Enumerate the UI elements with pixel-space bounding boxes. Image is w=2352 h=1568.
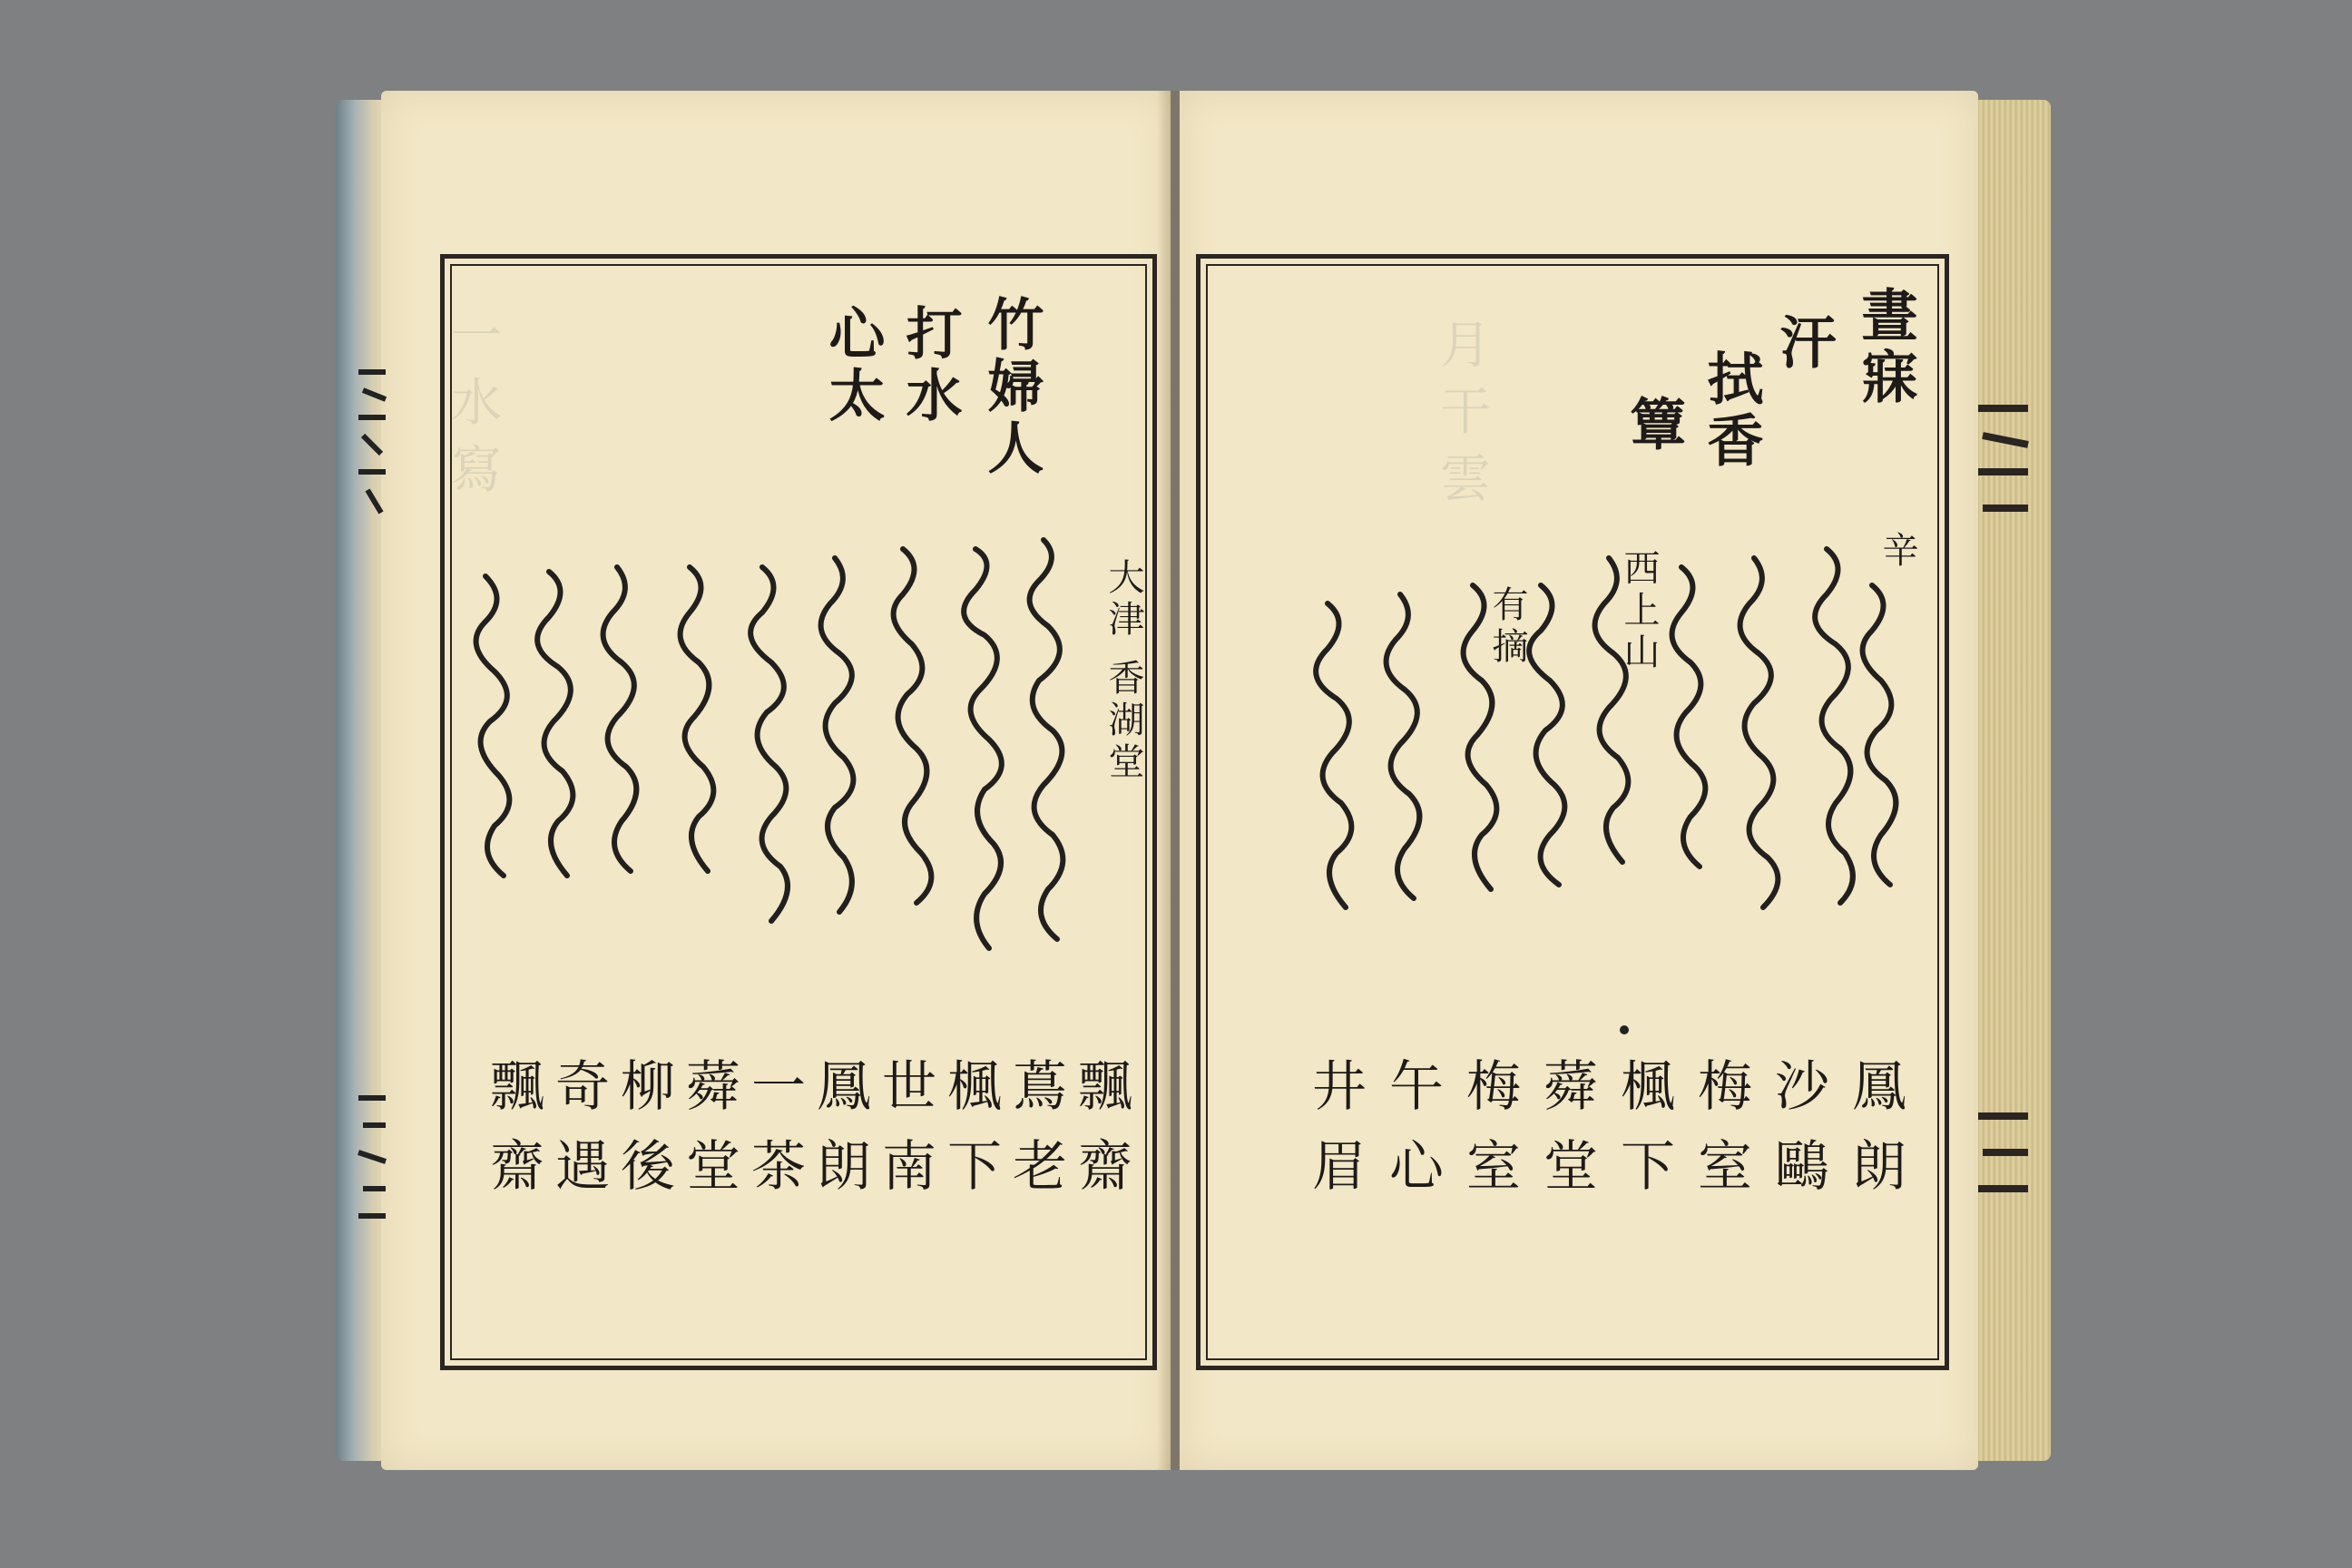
- poet-name: 蔦老: [1004, 1057, 1067, 1217]
- poet-name: 梅室: [1689, 1057, 1752, 1217]
- book-page-edges-right: [1978, 100, 2051, 1461]
- poet-name: 蕣堂: [677, 1057, 740, 1217]
- poem-header: 西上山: [1618, 549, 1660, 674]
- poem-header: 大津 香湖堂: [1102, 558, 1144, 784]
- left-page: [381, 91, 1171, 1470]
- season-word-title: 打水: [897, 304, 963, 427]
- poet-name: 一茶: [742, 1057, 806, 1217]
- poem-header: 辛: [1877, 531, 1918, 573]
- poet-name: 奇遇: [546, 1057, 610, 1217]
- poet-name: 鳳朗: [808, 1057, 871, 1217]
- poet-name: 沙鷗: [1766, 1057, 1829, 1217]
- left-spine-folio-mark: [345, 1089, 399, 1234]
- bleed-through: 一 水 寫: [443, 309, 502, 494]
- poem-header: 有摘: [1486, 585, 1528, 669]
- right-spine-folio-mark: [1969, 1098, 2042, 1216]
- season-word-title: 汗: [1770, 313, 1837, 375]
- season-word-title: 心太: [819, 304, 886, 427]
- season-word-title: 竹婦人: [978, 295, 1044, 480]
- poet-name: 鳳朗: [1843, 1057, 1906, 1217]
- poet-name: 楓下: [938, 1057, 1002, 1217]
- poet-name: 世南: [873, 1057, 936, 1217]
- right-spine-title-mark: [1969, 390, 2042, 544]
- season-word-title: 拭香: [1698, 349, 1764, 473]
- poet-name: 柳後: [612, 1057, 675, 1217]
- right-page: [1180, 91, 1978, 1470]
- left-spine-title-mark: [345, 363, 399, 526]
- poet-name: 楓下: [1612, 1057, 1675, 1217]
- open-book: [336, 91, 2051, 1479]
- right-page-frame: [1196, 254, 1949, 1370]
- poet-name: 午心: [1380, 1057, 1444, 1217]
- poet-name: 蕣堂: [1534, 1057, 1598, 1217]
- poet-name: 飄齋: [481, 1057, 544, 1217]
- ink-dot: [1620, 1025, 1629, 1034]
- bleed-through: 月 干 雲: [1432, 318, 1491, 503]
- left-page-frame: [440, 254, 1157, 1370]
- season-word-title: 晝寐: [1852, 286, 1918, 409]
- poet-name: 井眉: [1303, 1057, 1367, 1217]
- poet-name: 飄齋: [1069, 1057, 1132, 1217]
- poet-name: 梅室: [1457, 1057, 1521, 1217]
- season-word-title: 簟: [1621, 395, 1687, 456]
